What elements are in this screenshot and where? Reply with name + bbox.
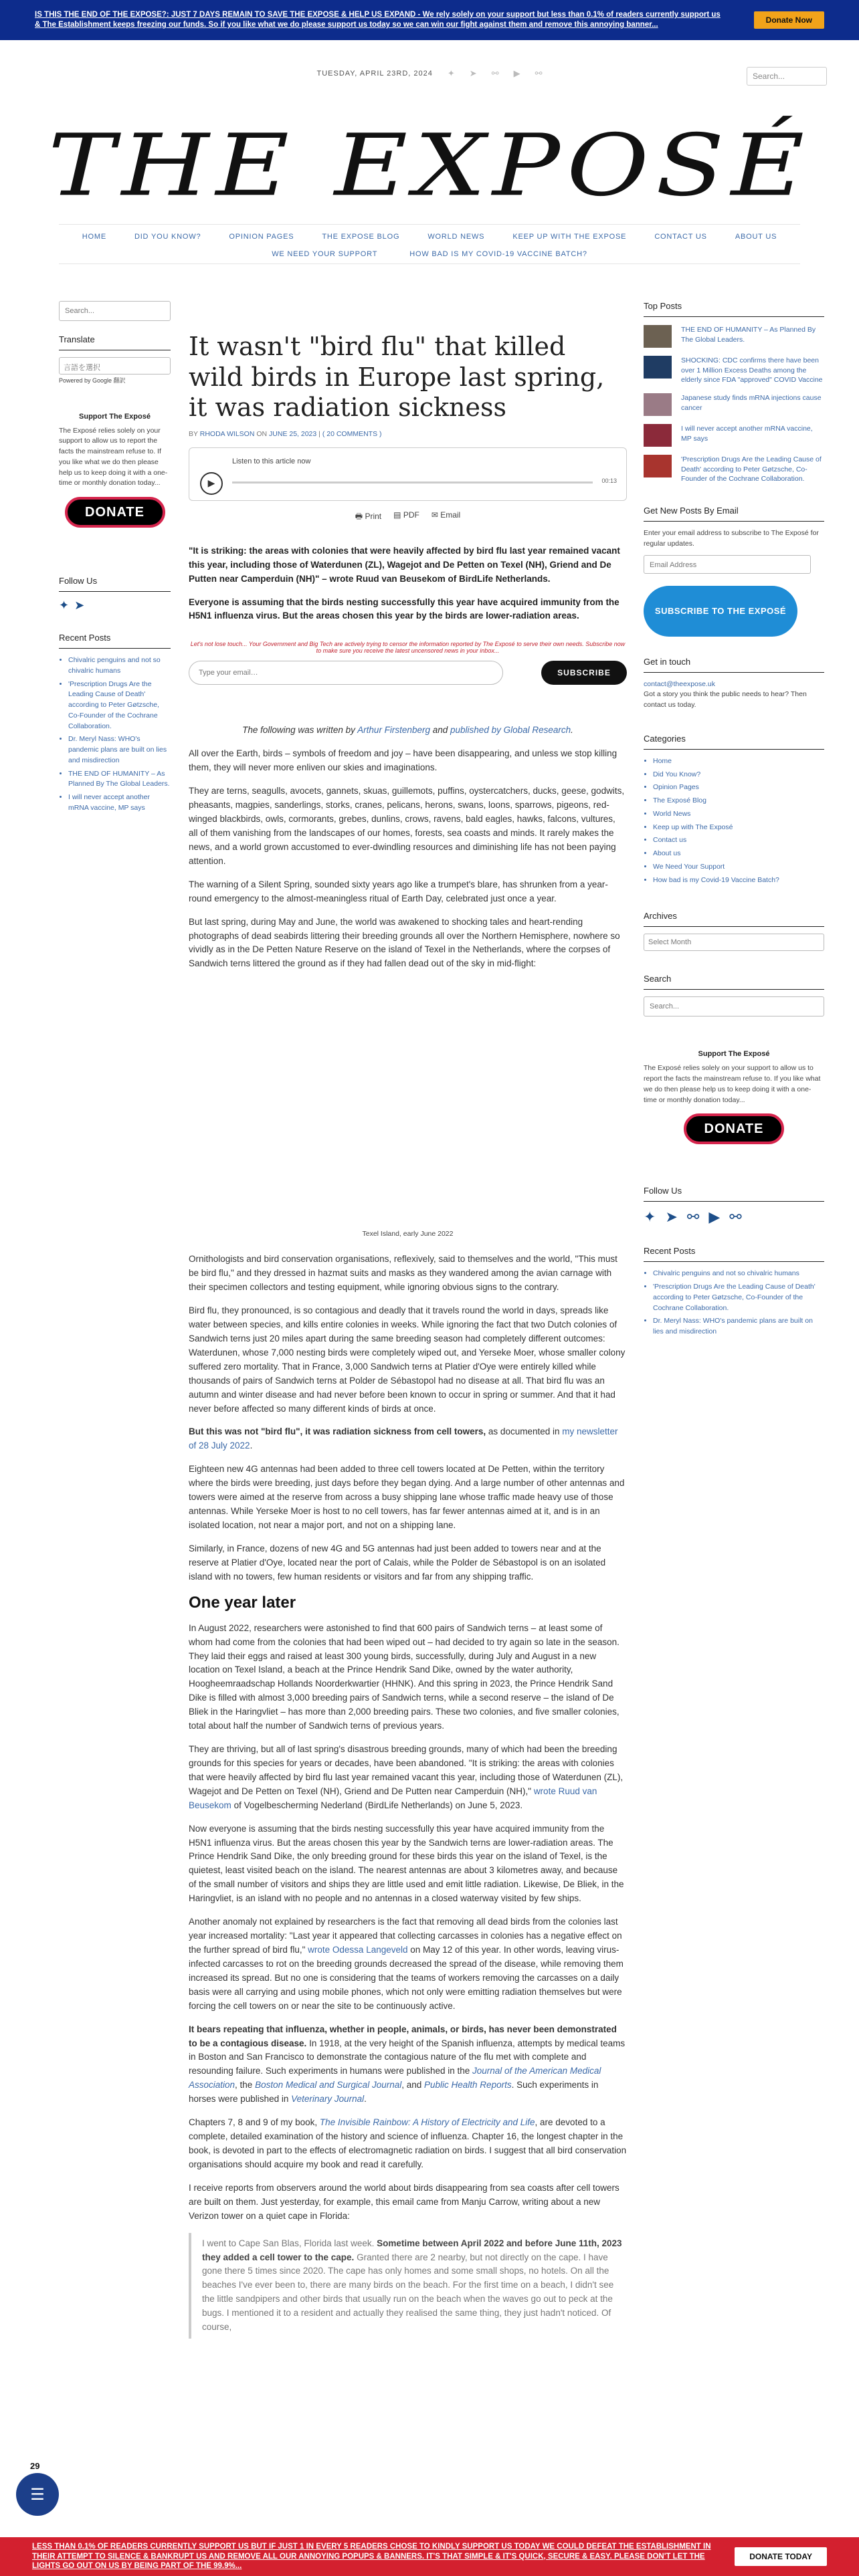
top-post[interactable]	[644, 393, 824, 416]
header-date: TUESDAY, APRIL 23RD, 2024	[316, 70, 433, 78]
nav-vaccine-batch[interactable]: HOW BAD IS MY COVID-19 VACCINE BATCH?	[409, 250, 587, 258]
quote-bold: Sometime between April 2022 and before June 11th, 2023 they added a cell tower to the cape.	[202, 2238, 622, 2262]
audio-label: Listen to this article now	[232, 457, 311, 465]
meta-on: ON	[256, 429, 268, 438]
audio-time: 00:13	[601, 477, 617, 484]
donate-today-button[interactable]: DONATE TODAY	[735, 2547, 827, 2566]
get-in-touch-title: Get in touch	[644, 656, 691, 667]
p14-end: .	[364, 2094, 367, 2105]
link-icon-2[interactable]: ⚯	[535, 68, 543, 78]
boston-journal-link[interactable]: Boston Medical and Surgical Journal	[255, 2080, 402, 2090]
paragraph: But last spring, during May and June, the world was awakened to shocking tales and heart-rending photographs of dead seabirds littering their breeding grounds all over the Northern Hemisphere, nowhere so vividly as in the De Petten Nature Reserve on the island of Texel in the Netherlands, where the corpses of Sandwich terns littered the ground as if they had fallen dead out of the sky in mid-flight:	[189, 916, 620, 969]
audio-player	[189, 447, 627, 501]
category-link[interactable]: • Contact us	[653, 835, 824, 846]
chat-icon[interactable]: ☰	[16, 2473, 59, 2516]
paragraph: Bird flu, they pronounced, is so contagious and deadly that it travels round the world in days, spreads like water between species, and kills entire colonies in weeks. While ignoring the fact that two Dutch colonies of Sandwich terns just 20 miles apart during the same breeding season had completely different outcomes: Waterdunen, whose 7,000 nesting birds were completely wiped out, and Yerseke Moer, whose smaller colony suffered zero mortality. That in France, 3,000 Sandwich terns at Platier d'Oye were entirely killed while thousands of pairs of Sandwich terns at Polder de Sébastopol had no disease at all. That bird flu was an autumn and winter disease and had never before been known to occur in spring or summer. And that it had never before affected so many different kinds of birds at once.	[189, 1305, 626, 1414]
top-post-title[interactable]: SHOCKING: CDC confirms there have been over 1 Million Excess Deaths among the elderly since FDA "approved" COVID Vaccine	[681, 356, 823, 385]
paragraph: They are terns, seagulls, avocets, gannets, skuas, guillemots, puffins, oystercatchers, ducks, geese, godwits, pheasants, magpies, sanderlings, storks, cranes, pelicans, herons, swans, loons, sparrows, pigeons, red-winged blackbirds, owls, cormorants, grebes, dunlins, crows, ravens, bald eagles, hawks, falcons, vultures, all of them vanishing from the landscapes of our homes, forests, sea coasts and minds. It rarely makes the news, and a world grown accustomed to ever-dwindling resources and diminishing life has not been paying attention.	[189, 786, 625, 866]
main-nav	[59, 224, 800, 246]
paragraph	[189, 2116, 627, 2172]
right-donate-button[interactable]: DONATE	[684, 1113, 784, 1144]
signup-form	[189, 661, 627, 685]
email-label: Email	[440, 510, 461, 520]
archives-select[interactable]: Select Month	[644, 934, 824, 951]
category-link[interactable]: • Opinion Pages	[653, 782, 824, 793]
archives-title: Archives	[644, 911, 677, 922]
p7-bold: But this was not "bird flu", it was radiation sickness from cell towers,	[189, 1426, 486, 1437]
header-socials	[448, 68, 543, 79]
left-donate-button[interactable]: DONATE	[65, 497, 165, 528]
recent-posts-title: Recent Posts	[644, 1246, 696, 1257]
embedded-image	[189, 980, 627, 1218]
top-post[interactable]	[644, 325, 824, 348]
subscribe-button[interactable]: SUBSCRIBE	[541, 661, 627, 685]
nav-expose-blog[interactable]: THE EXPOSE BLOG	[322, 233, 400, 241]
nav-about[interactable]: ABOUT US	[735, 233, 777, 241]
paragraph: Similarly, in France, dozens of new 4G and 5G antennas had just been added to towers near and at the reserve at Platier d'Oye, located near the port of Calais, while the Polder de Sébastopol is on an isolated island with no towers, few human residents or visitors and far from any shipping traffic.	[189, 1543, 606, 1582]
intro-pre: The following was written by	[242, 725, 355, 736]
nav-keep-up[interactable]: KEEP UP WITH THE EXPOSE	[512, 233, 627, 241]
follow-title: Follow Us	[59, 576, 98, 586]
paragraph: In August 2022, researchers were astonished to find that 600 pairs of Sandwich terns – at least some of whom had come from the colonies that had been wiped out – had decided to try again so late in the season. They laid their eggs and raised at least 300 young birds, successfully, during July and August in a new location on Texel Island, a beach at the Prince Hendrik Sand Dike, owned by the water authority, Hoogheemraadschap Hollands Noorderkwartier (HHNK). And this spring in 2023, the Prince Hendrik Sand Dike is filled with almost 3,000 breeding pairs of Sandwich terns, while a second reserve – the island of De Bliek in the Haringvliet – has more than 2,000 breeding pairs. These two colonies, and five smaller colonies, total about half the number of Sandwich terns of previous years.	[189, 1622, 619, 1731]
recent-post[interactable]: • THE END OF HUMANITY – As Planned By The Global Leaders.	[68, 769, 171, 790]
paragraph: I receive reports from observers around the world about birds disappearing from sea coasts after cell towers are built on them. Just yesterday, for example, this email came from Manju Carrow, writing about a new Verizon tower on a quiet cape in Florida:	[189, 2182, 619, 2221]
intro-line: The following was written by Arthur Firstenberg and published by Global Research.	[242, 725, 573, 736]
pdf-label: PDF	[403, 510, 419, 520]
langeveld-link[interactable]: wrote Odessa Langeveld	[308, 1945, 408, 1955]
translate-title: Translate	[59, 334, 95, 344]
categories-title: Categories	[644, 733, 686, 744]
top-post-title[interactable]: Japanese study finds mRNA injections cause cancer	[681, 394, 822, 412]
paragraph: Now everyone is assuming that the birds nesting successfully this year have acquired immunity from the H5N1 influenza virus. But the areas chosen this year by the Sandwich terns are lower-radiation areas. The Prince Hendrik Sand Dike, the only breeding ground for these birds this year on the island of Texel, is the quietest, least visited beach on the island. The nearest antennas are about 3 kilometres away, and because of the small number of visitors and ships they are little used and emit little radiation. Likewise, De Bliek, in the Haringvliet, is an island with no people and no antennas in a closed waterway visited by few ships.	[189, 1823, 624, 1904]
paragraph	[189, 1915, 627, 2013]
share-bar	[189, 510, 627, 524]
category-link[interactable]: • Keep up with The Exposé	[653, 823, 824, 833]
category-link[interactable]: • About us	[653, 849, 824, 859]
nav-did-you-know[interactable]: DID YOU KNOW?	[134, 233, 201, 241]
chat-badge: 29	[30, 2461, 40, 2471]
meta-by: BY	[189, 429, 198, 438]
author-link[interactable]: RHODA WILSON	[199, 429, 255, 438]
date-link[interactable]: JUNE 25, 2023	[269, 429, 317, 438]
left-sidebar	[59, 301, 171, 817]
top-post-title[interactable]: 'Prescription Drugs Are the Leading Cause of Death' according to Peter Gøtzsche, Co-Founder of the Cochrane Collaboration.	[681, 455, 822, 484]
paragraph: Ornithologists and bird conservation organisations, reflexively, said to themselves and the world, "This must be bird flu," and they dressed in hazmat suits and masks as they wandered among the avian carnage with their specimen collectors and testing equipment, while ignoring obvious signs to the contrary.	[189, 1254, 617, 1293]
left-search-input[interactable]: Search...	[59, 301, 171, 321]
youtube-icon[interactable]: ▶	[513, 68, 520, 78]
right-email-input[interactable]: Email Address	[644, 555, 811, 574]
email-signup-text: Enter your email address to subscribe to The Exposé for regular updates.	[644, 529, 819, 548]
support-title: Support The Exposé	[698, 1050, 770, 1059]
right-sidebar	[644, 301, 824, 1340]
search-title: Search	[644, 974, 672, 984]
beusekom-link[interactable]: wrote Ruud van Beusekom	[189, 1786, 597, 1810]
recent-post[interactable]: • 'Prescription Drugs Are the Leading Cause of Death' according to Peter Gøtzsche, Co-Founder of the Cochrane Collaboration.	[68, 679, 171, 732]
recent-posts-list	[644, 1269, 824, 1337]
recent-post[interactable]: • Dr. Meryl Nass: WHO's pandemic plans are built on lies and misdirection	[68, 734, 171, 766]
paragraph	[189, 2023, 627, 2107]
pdf-button[interactable]: ▤ PDF	[393, 510, 419, 520]
recent-post[interactable]: • Dr. Meryl Nass: WHO's pandemic plans are built on lies and misdirection	[653, 1316, 824, 1337]
right-search-input[interactable]: Search...	[644, 996, 824, 1016]
p13-tail: on May 12 of this year. In other words, leaving virus-infected carcasses to rot on the breeding grounds decreased the spread of the disease, while removing them increased its spread. But no one is considering that the teams of workers removing the carcasses on a daily basis were all carrying and using mobile phones, which not only were emitting radiation themselves but were forcing the cell towers on or near the site to be continuously active.	[189, 1945, 624, 2011]
jama-link[interactable]: Journal of the American Medical Association	[189, 2066, 601, 2090]
twitter-icon[interactable]: ✦	[447, 68, 455, 78]
youtube-icon[interactable]: ▶	[708, 1208, 721, 1226]
category-link[interactable]: • World News	[653, 809, 824, 820]
contact-text: Got a story you think the public needs to hear? Then contact us today.	[644, 690, 807, 710]
audio-progress[interactable]	[232, 481, 593, 484]
top-posts-title: Top Posts	[644, 301, 682, 311]
follow-title: Follow Us	[644, 1186, 682, 1196]
newsletter-link[interactable]: my newsletter of 28 July 2022	[189, 1426, 618, 1451]
nav-home[interactable]: HOME	[82, 233, 106, 241]
public-health-link[interactable]: Public Health Reports	[424, 2080, 512, 2090]
top-post-thumb	[644, 325, 672, 348]
contact-email-link[interactable]: contact@theexpose.uk	[644, 679, 715, 688]
paragraph: All over the Earth, birds – symbols of freedom and joy – have been disappearing, and unless we stop killing them, they will never more enliven our skies and imaginations.	[189, 748, 617, 773]
telegram-icon[interactable]: ➤	[469, 68, 477, 78]
category-link[interactable]: • Home	[653, 756, 824, 767]
link-icon[interactable]: ⚯	[491, 68, 499, 78]
category-link[interactable]: • Did You Know?	[653, 770, 824, 780]
top-post-title[interactable]: I will never accept another mRNA vaccine, MP says	[681, 425, 813, 443]
quote-part: Granted there are 2 nearby, but not directly on the cape. I have gone there 5 times since 2020. The cape has only homes and some small shops, no hotels. On all the beaches I've ever been to, there are many birds on the beach. For the first time on a beach, I didn't see the little sandpipers and other birds that usually run on the beach when the waves go out to peck at the bugs. I mentioned it to a resident and actually they realised the same thing, they just hadn't noticed. Of course,	[202, 2252, 614, 2333]
secondary-nav	[59, 246, 800, 264]
recent-post[interactable]: • Chivalric penguins and not so chivalric humans	[653, 1269, 824, 1279]
donate-now-button[interactable]: Donate Now	[754, 11, 824, 29]
link-icon-2[interactable]: ⚯	[729, 1208, 742, 1226]
book-link[interactable]: The Invisible Rainbow: A History of Electricity and Life	[319, 2117, 535, 2128]
categories-list	[644, 756, 824, 886]
telegram-icon[interactable]: ➤	[665, 1208, 678, 1226]
print-label: Print	[365, 511, 382, 521]
twitter-icon[interactable]: ✦	[59, 599, 70, 612]
top-post[interactable]	[644, 356, 824, 385]
recent-post[interactable]: • I will never accept another mRNA vaccine, MP says	[68, 792, 171, 814]
blockquote	[189, 2233, 627, 2339]
support-text: The Exposé relies solely on your support to allow us to report the facts the mainstream refuse to. If you like what we do then please help us to keep doing it with a one-time or monthly donation today...	[59, 426, 168, 488]
p14-more: . Such experiments in horses were published in	[189, 2080, 599, 2105]
section-heading: One year later	[189, 1593, 296, 1612]
top-post[interactable]	[644, 455, 824, 484]
paragraph: The warning of a Silent Spring, sounded sixty years ago like a trumpet's blare, has shrunken from a year-round emergency to the almost-meaningless ritual of Earth Day, celebrated just once a year.	[189, 879, 608, 903]
top-post-thumb	[644, 424, 672, 447]
support-title: Support The Exposé	[79, 412, 151, 421]
paragraph: But this was not "bird flu", it was radiation sickness from cell towers, as documented in my newsletter of 28 July 2022.	[189, 1426, 618, 1451]
lead-paragraph-1: "It is striking: the areas with colonies that were heavily affected by bird flu last year remained vacant this year, including those of Waterdunen (ZL), Wagejot and De Petten on Texel (NH), Griend and De Putten near Camperduin (NH)" – wrote Ruud van Beusekom of BirdLife Netherlands.	[189, 545, 620, 584]
top-post-title[interactable]: THE END OF HUMANITY – As Planned By The Global Leaders.	[681, 326, 816, 344]
top-banner	[0, 0, 859, 40]
top-post-thumb	[644, 356, 672, 379]
publisher-link[interactable]: published by Global Research	[450, 725, 571, 736]
email-signup-title: Get New Posts By Email	[644, 506, 739, 516]
twitter-icon[interactable]: ✦	[644, 1208, 656, 1226]
signup-note: Let's not lose touch... Your Government and Big Tech are actively trying to censor the information reported by The Exposé to serve their own needs. Subscribe now to make sure you receive the latest uncensored news in your inbox...	[190, 641, 626, 655]
p14-and: , and	[401, 2080, 422, 2090]
follow-icons	[59, 599, 171, 613]
lead-paragraph-2: Everyone is assuming that the birds nesting successfully this year have acquired immunity from the H5N1 influenza virus. But the areas chosen this year by the birds are lower-radiation areas.	[189, 597, 619, 621]
nav-world-news[interactable]: WORLD NEWS	[427, 233, 485, 241]
recent-post[interactable]: • Chivalric penguins and not so chivalric humans	[68, 655, 171, 677]
header-search-input[interactable]: Search...	[747, 67, 827, 86]
p15-tail: , are devoted to a complete, detailed examination of the history and science of influenza. Chapter 16, the longest chapter in the book, is devoted in part to the effects of electromagnetic radiation on birds. I suggest that all bird conservation organisations should acquire my book and read it carefully.	[189, 2117, 627, 2169]
link-icon[interactable]: ⚯	[686, 1208, 700, 1226]
recent-posts-list	[59, 655, 171, 814]
logo-text: THE EXPOSÉ	[47, 116, 812, 215]
header	[0, 40, 859, 107]
author-link[interactable]: Arthur Firstenberg	[357, 725, 430, 736]
category-link[interactable]: • We Need Your Support	[653, 862, 824, 873]
email-button[interactable]: ✉ Email	[431, 510, 461, 520]
paragraph	[189, 1743, 627, 1813]
article	[189, 301, 627, 2339]
p14-bold: It bears repeating that influenza, whether in people, animals, or birds, has never been demonstrated to be a contagious disease.	[189, 2024, 617, 2048]
nav-opinion-pages[interactable]: OPINION PAGES	[229, 233, 294, 241]
p11-text: They are thriving, but all of last spring's disastrous breeding grounds, many of which had been the breeding grounds for this species for years or decades, have been abandoned. "It is striking: the areas with colonies that were heavily affected by bird flu last year remained vacant this year, including those of Waterdunen (ZL), Wagejot and De Petten on Texel (NH), Griend and De Putten near Camperduin (NH),"	[189, 1744, 624, 1796]
quote-part: I went to Cape San Blas, Florida last week.	[202, 2238, 375, 2248]
recent-posts-title: Recent Posts	[59, 633, 111, 643]
intro-and: and	[432, 725, 448, 736]
play-icon[interactable]: ▶	[200, 472, 223, 495]
top-post[interactable]	[644, 424, 824, 447]
category-link[interactable]: • The Exposé Blog	[653, 796, 824, 807]
site-logo[interactable]	[0, 107, 859, 224]
follow-icons	[644, 1208, 824, 1226]
bottom-banner	[0, 2537, 859, 2576]
article-meta: BY RHODA WILSON ON JUNE 25, 2023 | ( 20 COMMENTS )	[189, 429, 382, 438]
nav-support[interactable]: WE NEED YOUR SUPPORT	[272, 250, 378, 258]
p14-text: In 1918, at the very height of the Spanish influenza, attempts by medical teams in Boston and San Francisco to demonstrate the contagious nature of the flu met with complete and resounding failure. Such experiments in humans were published in the	[189, 2038, 626, 2076]
nav-contact[interactable]: CONTACT US	[654, 233, 707, 241]
print-button[interactable]: 🖶 Print	[355, 511, 382, 521]
p7-text: as documented in	[488, 1426, 560, 1437]
comments-link[interactable]: ( 20 COMMENTS )	[322, 429, 382, 438]
top-banner-text[interactable]: IS THIS THE END OF THE EXPOSE?: JUST 7 DAYS REMAIN TO SAVE THE EXPOSE & HELP US EXPAND - We rely solely on your support but less than 0.1% of readers currently support us & The Establishment keeps freezing our funds. So if you like what we do please support us today so we can win our fight against them and remove this annoying banner...	[35, 11, 721, 29]
top-post-thumb	[644, 455, 672, 477]
image-caption: Texel Island, early June 2022	[362, 1230, 454, 1239]
paragraph: Eighteen new 4G antennas had been added to three cell towers located at De Petten, within the territory where the birds were breeding, just days before they began dying. And a large number of other antennas and towers were aimed at the reserve from across a busy shipping lane whose traffic made heavy use of those antennas. While Yerseke Moer is host to no cell towers, has far fewer antennas aimed at it, and is in an isolated location, not near a major port, and not on a shipping lane.	[189, 1464, 625, 1530]
vet-journal-link[interactable]: Veterinary Journal	[291, 2094, 365, 2105]
category-link[interactable]: • How bad is my Covid-19 Vaccine Batch?	[653, 875, 824, 886]
p13-text: Another anomaly not explained by researchers is the fact that removing all dead birds from the colonies last year increased mortality: "Last year it appeared that collecting carcasses in colonies has a negative effect on the further spread of bird flu,"	[189, 1917, 622, 1955]
signup-email-input[interactable]: Type your email…	[189, 661, 503, 685]
article-title: It wasn't "bird flu" that killed wild birds in Europe last spring, it was radiation sickness	[189, 332, 605, 423]
powered-by-google[interactable]: Powered by Google 翻訳	[59, 377, 126, 384]
p14-sep: , the	[235, 2080, 253, 2090]
telegram-icon[interactable]: ➤	[74, 599, 85, 612]
support-text: The Exposé relies solely on your support to allow us to report the facts the mainstream refuse to. If you like what we do then please help us to keep doing it with a one-time or monthly donation today...	[644, 1064, 821, 1104]
top-post-thumb	[644, 393, 672, 416]
p15-text: Chapters 7, 8 and 9 of my book,	[189, 2117, 318, 2128]
recent-post[interactable]: • 'Prescription Drugs Are the Leading Cause of Death' according to Peter Gøtzsche, Co-Founder of the Cochrane Collaboration.	[653, 1282, 824, 1313]
translate-select[interactable]: 言語を選択	[59, 357, 171, 374]
subscribe-expose-button[interactable]: SUBSCRIBE TO THE EXPOSÉ	[644, 586, 797, 637]
bottom-banner-text[interactable]: LESS THAN 0.1% OF READERS CURRENTLY SUPPORT US BUT IF JUST 1 IN EVERY 5 READERS CHOSE TO KINDLY SUPPORT US TODAY WE COULD DEFEAT THE ESTABLISHMENT IN THEIR ATTEMPT TO SILENCE & BANKRUPT US AND REMOVE ALL OUR ANNOYING POPUPS & BANNERS. IT'S THAT SIMPLE & IT'S QUICK, SECURE & EASY. PLEASE DON'T LET THE LIGHTS GO OUT ON US BY BEING PART OF THE 99.9%...	[32, 2542, 711, 2571]
p11-tail: of Vogelbescherming Nederland (BirdLife Netherlands) on June 5, 2023.	[233, 1800, 523, 1810]
